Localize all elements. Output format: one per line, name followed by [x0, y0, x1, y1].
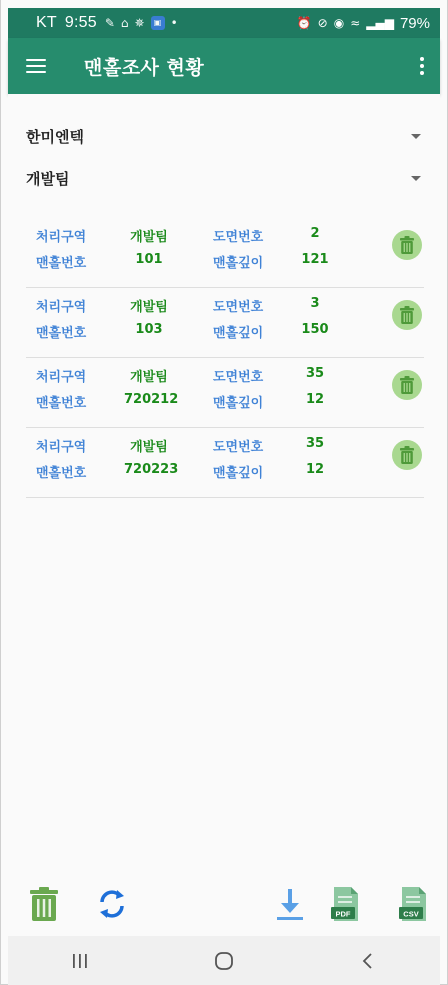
delete-all-button[interactable] — [26, 884, 62, 924]
signal-icon: ▂▄▆ — [366, 16, 394, 30]
refresh-button[interactable] — [94, 884, 130, 924]
pdf-label: PDF — [335, 909, 351, 919]
list-item[interactable] — [26, 358, 424, 428]
bottom-toolbar — [8, 880, 440, 930]
trash-icon — [30, 887, 58, 921]
export-pdf-button[interactable] — [328, 884, 364, 924]
drawing-no-label: 도면번호 — [213, 370, 264, 385]
zone-value: 개발팀 — [130, 300, 168, 315]
dot-icon: • — [170, 16, 178, 30]
manhole-no-value: 103 — [135, 322, 163, 337]
home-notif-icon: ⌂ — [120, 16, 129, 30]
team-dropdown[interactable] — [26, 160, 424, 196]
delete-record-button[interactable] — [392, 440, 422, 470]
zone-label: 처리구역 — [36, 370, 87, 385]
zone-value: 개발팀 — [130, 440, 168, 455]
list-item[interactable] — [26, 288, 424, 358]
menu-icon — [26, 59, 46, 73]
csv-label: CSV — [403, 909, 419, 919]
wifi-icon: ≈ — [350, 16, 361, 30]
manhole-depth-value: 12 — [305, 462, 325, 477]
back-icon — [361, 952, 375, 970]
manhole-depth-label: 맨홀깊이 — [213, 396, 264, 411]
pen-icon: ✎ — [104, 16, 115, 30]
page-title: 맨홀조사 현황 — [84, 56, 205, 79]
trash-icon — [400, 236, 414, 254]
drawing-no-label: 도면번호 — [213, 440, 264, 455]
gallery-app-icon: ▣ — [151, 16, 165, 30]
manhole-no-label: 맨홀번호 — [36, 396, 87, 411]
trash-icon — [400, 376, 414, 394]
back-button[interactable] — [338, 941, 398, 981]
notification-icons — [105, 16, 178, 30]
menu-button[interactable] — [8, 38, 64, 94]
delete-record-button[interactable] — [392, 300, 422, 330]
manhole-no-value: 720212 — [124, 392, 179, 407]
app-bar — [8, 38, 440, 94]
home-button[interactable] — [194, 941, 254, 981]
status-time: 9:55 — [64, 14, 97, 31]
zone-label: 처리구역 — [36, 230, 87, 245]
alarm-icon: ⏰ — [296, 16, 312, 30]
recent-apps-icon — [71, 953, 89, 969]
delete-record-button[interactable] — [392, 230, 422, 260]
zone-label: 처리구역 — [36, 300, 87, 315]
pdf-file-icon — [330, 886, 362, 922]
manhole-depth-value: 12 — [305, 392, 325, 407]
manhole-no-value: 720223 — [124, 462, 179, 477]
download-button[interactable] — [272, 884, 308, 924]
download-icon — [275, 887, 305, 921]
system-indicators — [297, 15, 430, 32]
manhole-no-label: 맨홀번호 — [36, 326, 87, 341]
csv-file-icon — [398, 886, 430, 922]
system-nav-bar — [8, 936, 440, 985]
manhole-no-value: 101 — [135, 252, 163, 267]
manhole-no-label: 맨홀번호 — [36, 466, 87, 481]
main-content — [8, 94, 440, 932]
export-csv-button[interactable] — [396, 884, 432, 924]
manhole-depth-value: 150 — [301, 322, 329, 337]
drawing-no-value: 2 — [310, 226, 320, 241]
manhole-depth-label: 맨홀깊이 — [213, 326, 264, 341]
zone-value: 개발팀 — [130, 370, 168, 385]
location-icon: ◉ — [333, 16, 345, 30]
trash-icon — [400, 446, 414, 464]
drawing-no-value: 35 — [305, 366, 325, 381]
recent-apps-button[interactable] — [50, 941, 110, 981]
drawing-no-label: 도면번호 — [213, 230, 264, 245]
trash-icon — [400, 306, 414, 324]
status-carrier: KT — [36, 14, 57, 31]
zone-label: 처리구역 — [36, 440, 87, 455]
record-list — [26, 218, 424, 498]
drawing-no-label: 도면번호 — [213, 300, 264, 315]
dropdown-arrow-icon — [411, 134, 421, 139]
team-dropdown-value: 개발팀 — [26, 169, 70, 188]
list-item[interactable] — [26, 218, 424, 288]
home-icon — [214, 951, 234, 971]
company-dropdown-value: 한미엔텍 — [26, 127, 84, 146]
manhole-no-label: 맨홀번호 — [36, 256, 87, 271]
fan-icon: ✵ — [134, 16, 145, 30]
drawing-no-value: 35 — [305, 436, 325, 451]
manhole-depth-value: 121 — [301, 252, 329, 267]
battery-level: 79% — [399, 14, 430, 32]
refresh-icon — [97, 888, 127, 920]
list-item[interactable] — [26, 428, 424, 498]
dropdown-arrow-icon — [411, 176, 421, 181]
more-options-button[interactable] — [404, 38, 440, 94]
delete-record-button[interactable] — [392, 370, 422, 400]
manhole-depth-label: 맨홀깊이 — [213, 256, 264, 271]
zone-value: 개발팀 — [130, 230, 168, 245]
mute-icon: ⊘ — [317, 16, 328, 30]
more-vert-icon — [420, 57, 424, 75]
drawing-no-value: 3 — [310, 296, 320, 311]
manhole-depth-label: 맨홀깊이 — [213, 466, 264, 481]
company-dropdown[interactable] — [26, 118, 424, 154]
status-bar — [8, 8, 440, 38]
